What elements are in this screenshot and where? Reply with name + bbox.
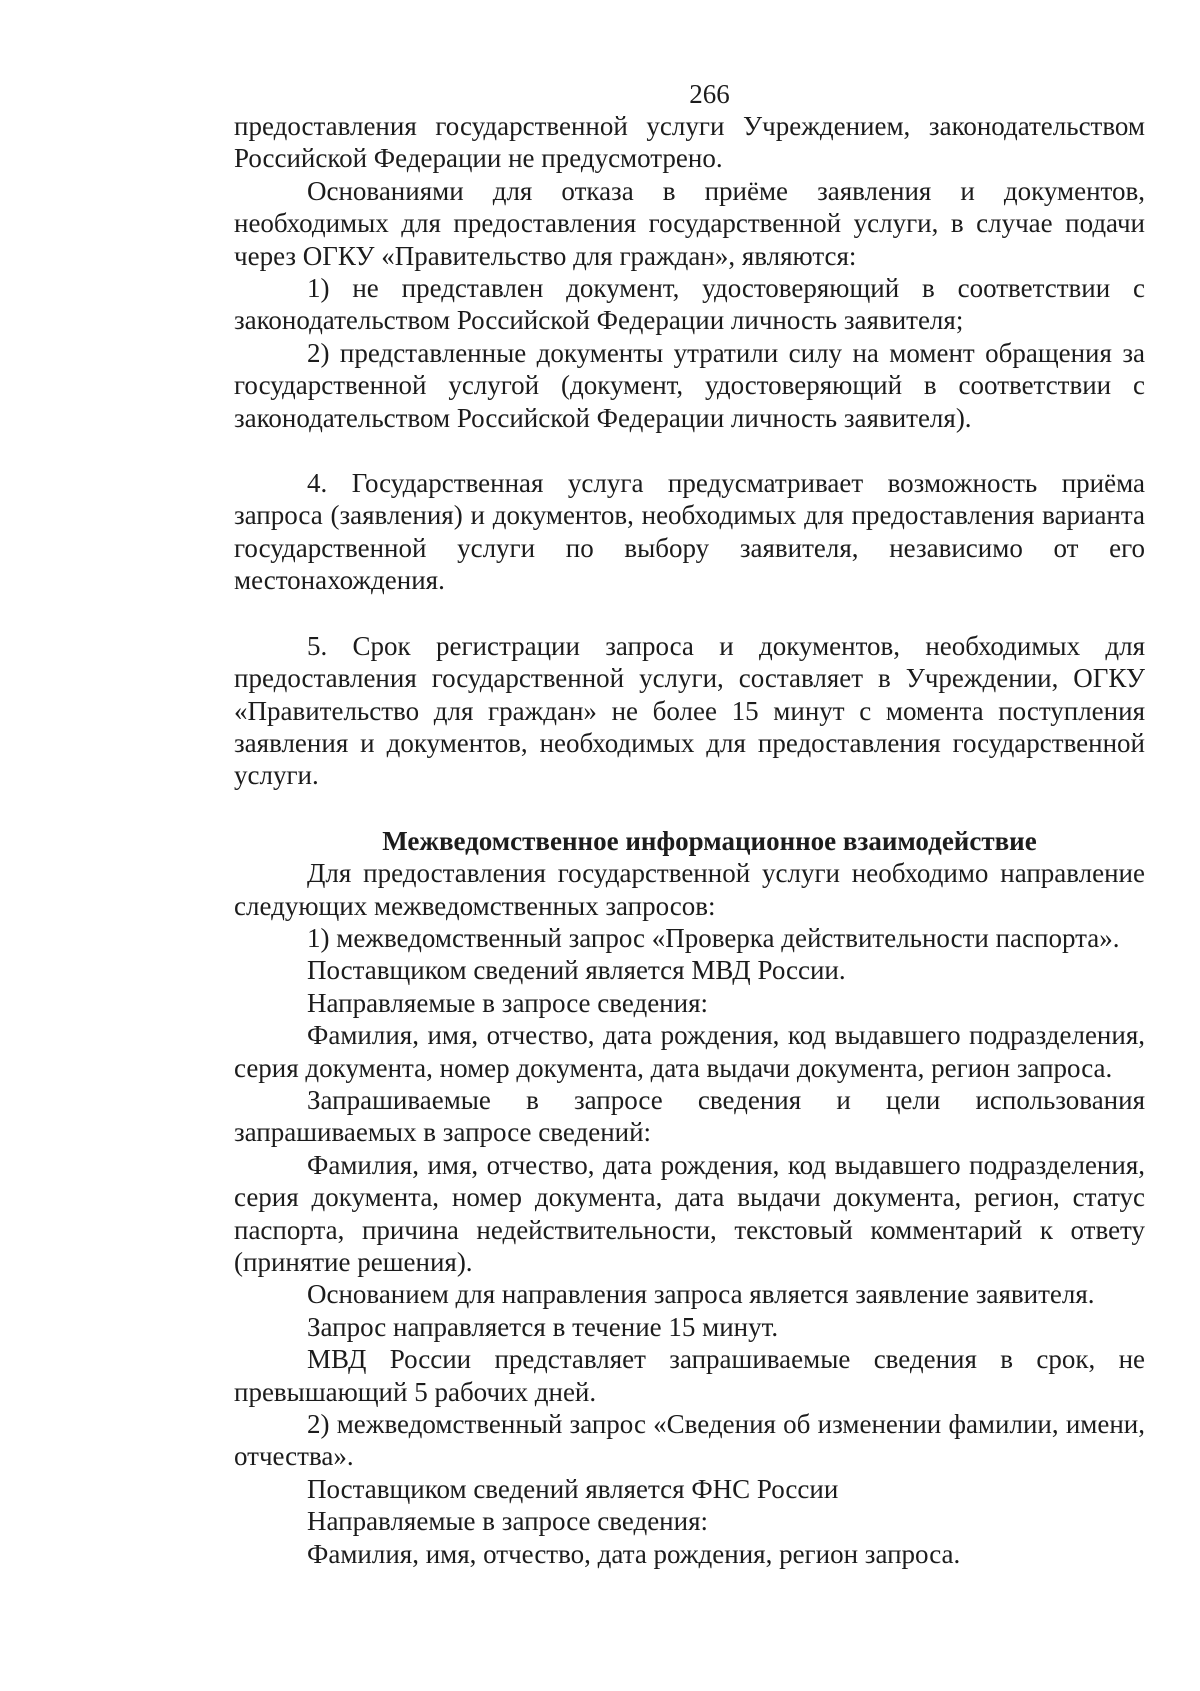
- paragraph-refusal-grounds: Основаниями для отказа в приёме заявления и документов, необходимых для предоставления государственной услуги, в случае подачи через ОГКУ «Правительство для граждан», являются:: [234, 175, 1145, 271]
- paragraph-supplier-fns: Поставщиком сведений является ФНС России: [307, 1473, 839, 1504]
- paragraph-sent-data: Фамилия, имя, отчество, дата рождения, код выдавшего подразделения, серия документа, номер документа, дата выдачи документа, регион запроса.: [234, 1020, 1145, 1083]
- paragraph-supplier-mvd: Поставщиком сведений является МВД России.: [307, 955, 846, 986]
- spacer: [234, 792, 1145, 825]
- paragraph-section-4: 4. Государственная услуга предусматривает возможность приёма запроса (заявления) и документов, необходимых для предоставления варианта государственной услуги по выбору заявителя, независимо от его местонахождения.: [234, 468, 1145, 596]
- paragraph-refusal-item-1: 1) не представлен документ, удостоверяющий в соответствии с законодательством Российской Федерации личность заявителя;: [234, 273, 1145, 336]
- paragraph-continuation: предоставления государственной услуги Учреждением, законодательством Российской Федерации не предусмотрено.: [234, 111, 1145, 174]
- document-page: [234, 78, 1145, 1570]
- page-number: 266: [689, 79, 730, 109]
- spacer: [234, 597, 1145, 630]
- paragraph-request-timing: Запрос направляется в течение 15 минут.: [307, 1311, 779, 1342]
- paragraph-sent-data-2: Фамилия, имя, отчество, дата рождения, регион запроса.: [307, 1538, 961, 1569]
- paragraph-refusal-item-2: 2) представленные документы утратили силу на момент обращения за государственной услугой (документ, удостоверяющий в соответствии с законодательством Российской Федерации личность заявителя).: [234, 337, 1145, 433]
- paragraph-requested-data-label: Запрашиваемые в запросе сведения и цели использования запрашиваемых в запросе сведений:: [234, 1084, 1145, 1148]
- paragraph-sent-data-label-2: Направляемые в запросе сведения:: [307, 1506, 708, 1537]
- paragraph-sent-data-label: Направляемые в запросе сведения:: [307, 987, 708, 1018]
- paragraph-response-timing: МВД России представляет запрашиваемые сведения в срок, не превышающий 5 рабочих дней.: [234, 1344, 1145, 1407]
- paragraph-requested-data: Фамилия, имя, отчество, дата рождения, код выдавшего подразделения, серия документа, номер документа, дата выдачи документа, регион, статус паспорта, причина недействительности, текстовый комментарий к ответу (принятие решения).: [234, 1149, 1145, 1277]
- paragraph-section-5: 5. Срок регистрации запроса и документов, необходимых для предоставления государственной услуги, составляет в Учреждении, ОГКУ «Правительство для граждан» не более 15 минут с момента поступления заявления и документов, необходимых для предоставления государственной услуги.: [234, 630, 1145, 791]
- paragraph-request-1: 1) межведомственный запрос «Проверка действительности паспорта».: [307, 922, 1120, 953]
- section-heading: Межведомственное информационное взаимодействие: [382, 825, 1037, 856]
- paragraph-request-2: 2) межведомственный запрос «Сведения об изменении фамилии, имени, отчества».: [234, 1409, 1145, 1472]
- paragraph-requests-intro: Для предоставления государственной услуги необходимо направление следующих межведомственных запросов:: [234, 858, 1145, 921]
- paragraph-request-basis: Основанием для направления запроса является заявление заявителя.: [307, 1279, 1095, 1310]
- spacer: [234, 434, 1145, 467]
